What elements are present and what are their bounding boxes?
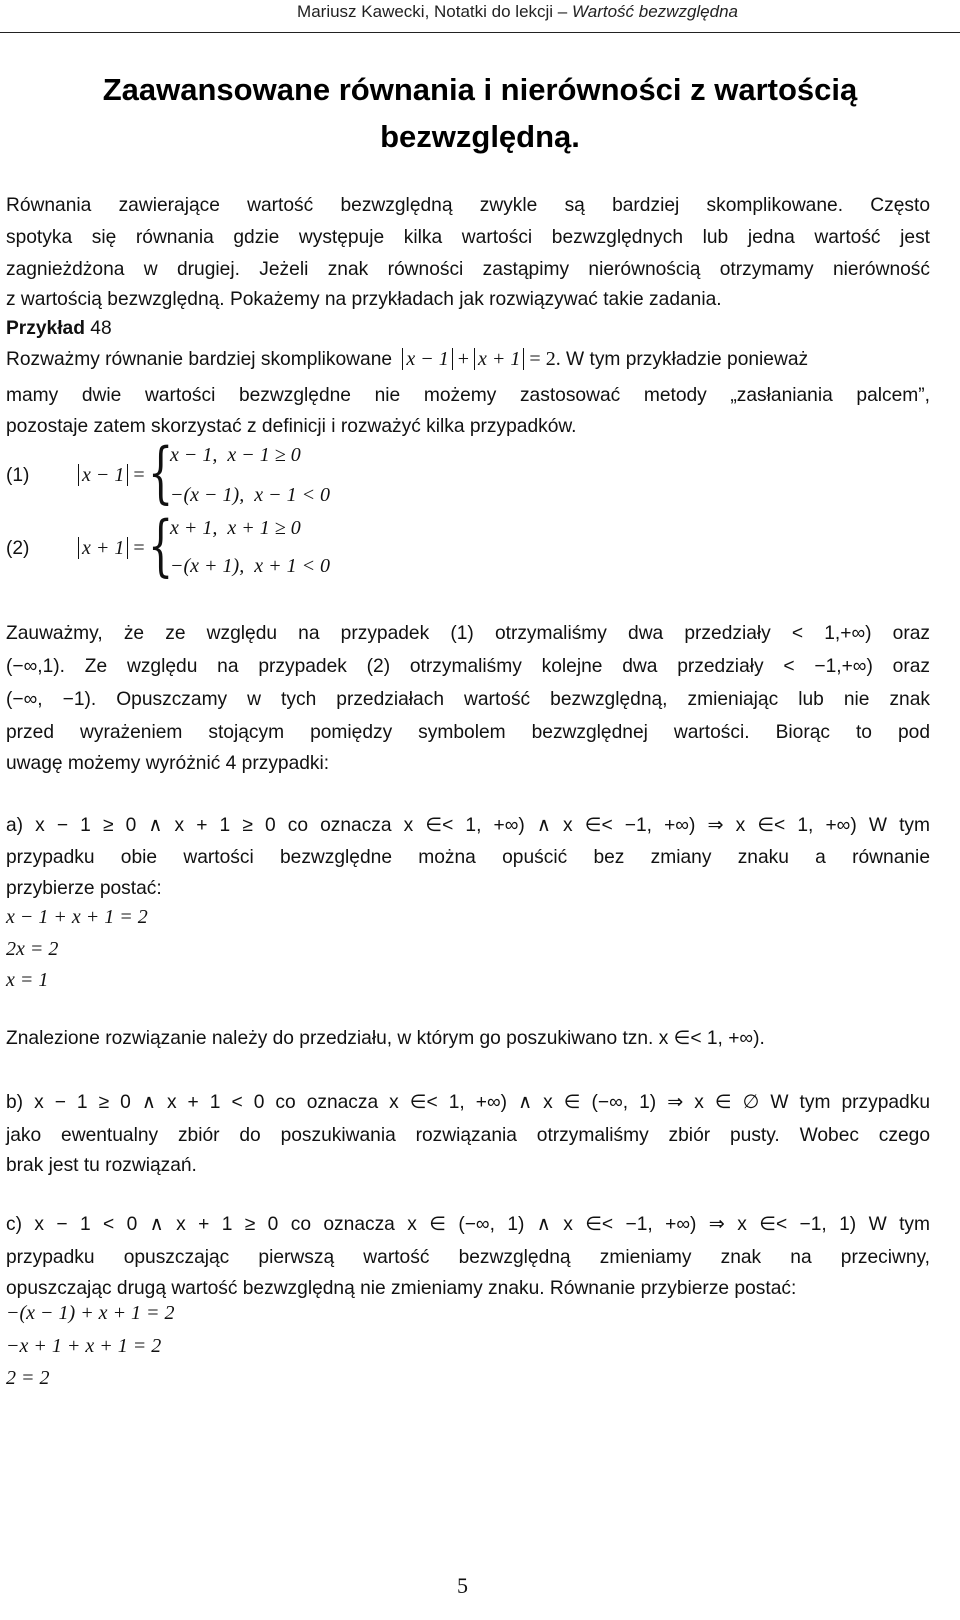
abs-right	[474, 348, 524, 370]
definition-1-label: (1)	[6, 465, 30, 486]
case-a-line-3: przybierze postać:	[6, 878, 162, 899]
example-lead-line	[6, 345, 930, 374]
definition-2-eq: =	[133, 537, 145, 559]
case-a-step-2: 2x = 2	[6, 938, 59, 960]
intro-line-1: Równania zawierające wartość bezwzględną zwykle są bardziej skomplikowane. Często	[6, 195, 930, 216]
case-a-step-3: x = 1	[6, 969, 49, 991]
case-c-step-3: 2 = 2	[6, 1367, 50, 1389]
definition-2-abs	[78, 537, 128, 559]
case-a-line-1: a) x − 1 ≥ 0 ∧ x + 1 ≥ 0 co oznacza x ∈< 1, +∞) ∧ x ∈< −1, +∞) ⇒ x ∈< 1, +∞) W tym	[6, 815, 930, 836]
observation-line-5: uwagę możemy wyróżnić 4 przypadki:	[6, 753, 330, 774]
page-title-line2: bezwzględną.	[380, 119, 580, 154]
definition-1-eq: =	[133, 464, 145, 486]
observation-line-4: przed wyrażeniem stojącym pomiędzy symbolem bezwzględnej wartości. Biorąc to pod	[6, 722, 930, 743]
example-lead: Rozważmy równanie bardziej skomplikowane	[6, 349, 393, 370]
definition-2-case-2: −(x + 1), x + 1 < 0	[170, 555, 331, 577]
definition-1-case-1: x − 1, x − 1 ≥ 0	[170, 444, 301, 466]
case-a-conclusion: Znalezione rozwiązanie należy do przedziału, w którym go poszukiwano tzn. x ∈< 1, +∞).	[6, 1028, 765, 1049]
abs-right-expr: x + 1	[478, 348, 521, 370]
abs-left	[402, 348, 452, 370]
case-c-step-2: −x + 1 + x + 1 = 2	[6, 1335, 162, 1357]
equation-rhs: = 2.	[529, 348, 561, 370]
case-c-line-1: c) x − 1 < 0 ∧ x + 1 ≥ 0 co oznacza x ∈ (−∞, 1) ∧ x ∈< −1, +∞) ⇒ x ∈< −1, 1) W tym	[6, 1214, 930, 1235]
case-b-line-2: jako ewentualny zbiór do poszukiwania rozwiązania otrzymaliśmy zbiór pusty. Wobec czego	[6, 1125, 930, 1146]
equation-plus: +	[457, 348, 470, 370]
definition-2-brace: {	[148, 507, 174, 584]
case-a-step-1: x − 1 + x + 1 = 2	[6, 906, 148, 928]
example-line-2: mamy dwie wartości bezwzględne nie możemy zastosować metody „zasłaniania palcem”,	[6, 385, 930, 406]
definition-1-lhs	[78, 464, 145, 487]
example-label: Przykład	[6, 318, 85, 339]
intro-line-4: z wartością bezwzględną. Pokażemy na przykładach jak rozwiązywać takie zadania.	[6, 289, 722, 310]
example-number: 48	[90, 318, 112, 339]
header-topic: Wartość bezwzględna	[572, 2, 738, 21]
case-c-line-3: opuszczając drugą wartość bezwzględną nie zmieniamy znaku. Równanie przybierze postać:	[6, 1278, 797, 1299]
definition-1-brace: {	[148, 434, 174, 511]
case-b-line-1: b) x − 1 ≥ 0 ∧ x + 1 < 0 co oznacza x ∈< 1, +∞) ∧ x ∈ (−∞, 1) ⇒ x ∈ ∅ W tym przypadku	[6, 1092, 930, 1113]
case-c-line-2: przypadku opuszczając pierwszą wartość bezwzględną zmieniamy znak na przeciwny,	[6, 1247, 930, 1268]
observation-line-1: Zauważmy, że ze względu na przypadek (1) otrzymaliśmy dwa przedziały < 1,+∞) oraz	[6, 623, 930, 644]
case-b-line-3: brak jest tu rozwiązań.	[6, 1155, 197, 1176]
example-lead-end: W tym przykładzie ponieważ	[566, 349, 809, 370]
intro-line-3: zagnieżdżona w drugiej. Jeżeli znak równości zastąpimy nierównością otrzymamy nierówność	[6, 259, 930, 280]
abs-left-expr: x − 1	[406, 348, 449, 370]
definition-2-case-1: x + 1, x + 1 ≥ 0	[170, 517, 301, 539]
definition-1-abs	[78, 464, 128, 486]
intro-line-2: spotyka się równania gdzie występuje kilka wartości bezwzględnych lub jedna wartość jest	[6, 227, 930, 248]
running-header	[0, 0, 960, 33]
example-heading	[6, 314, 930, 343]
header-text	[297, 2, 738, 22]
case-c-step-1: −(x − 1) + x + 1 = 2	[6, 1302, 175, 1324]
definition-1-abs-expr: x − 1	[82, 464, 125, 486]
example-equation	[397, 348, 560, 370]
observation-line-2: (−∞,1). Ze względu na przypadek (2) otrzymaliśmy kolejne dwa przedziały < −1,+∞) oraz	[6, 656, 930, 677]
observation-line-3: (−∞, −1). Opuszczamy w tych przedziałach wartość bezwzględną, zmieniając lub nie znak	[6, 689, 930, 710]
definition-1-case-2: −(x − 1), x − 1 < 0	[170, 484, 331, 506]
definition-2-label: (2)	[6, 538, 30, 559]
example-line-3: pozostaje zatem skorzystać z definicji i rozważyć kilka przypadków.	[6, 416, 577, 437]
page-number: 5	[457, 1573, 468, 1598]
case-a-line-2: przypadku obie wartości bezwzględne można opuścić bez zmiany znaku a równanie	[6, 847, 930, 868]
header-author: Mariusz Kawecki, Notatki do lekcji –	[297, 2, 568, 21]
page-title: Zaawansowane równania i nierówności z wartością	[102, 72, 858, 107]
definition-2-lhs	[78, 537, 145, 560]
definition-2-abs-expr: x + 1	[82, 537, 125, 559]
